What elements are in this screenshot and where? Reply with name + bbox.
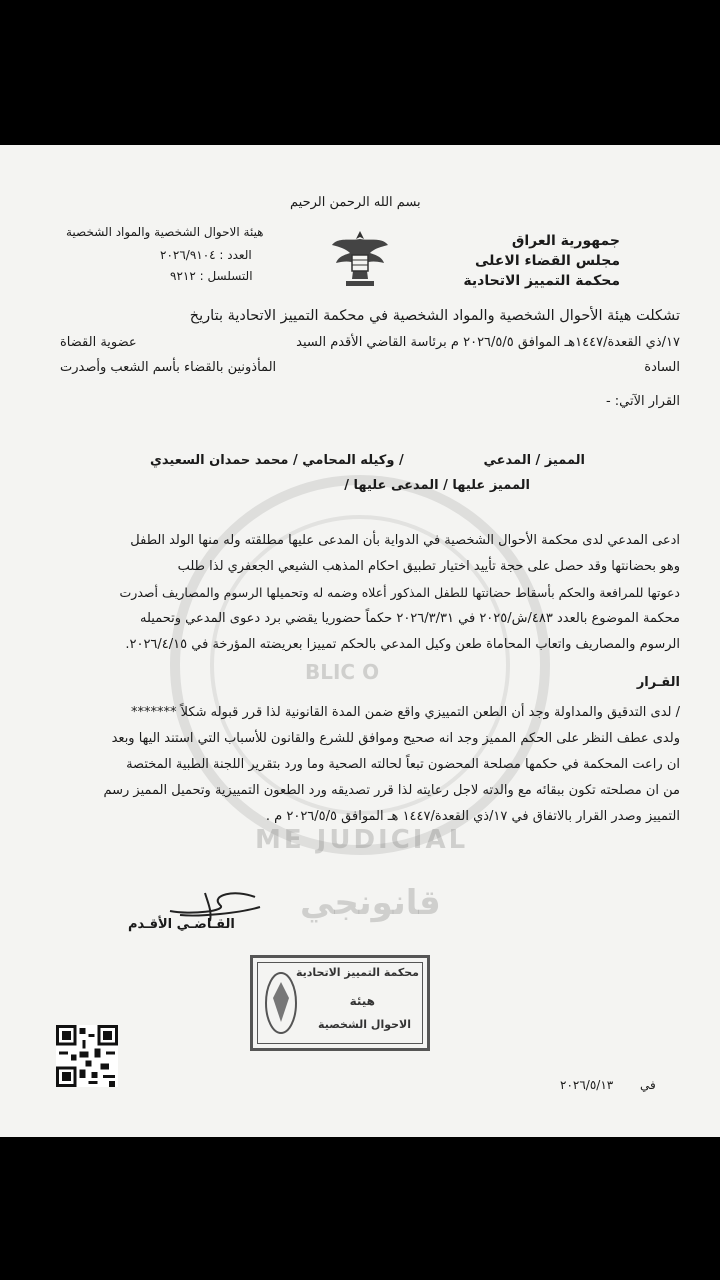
header-number: العدد : ٢٠٢٦/٩١٠٤ <box>160 248 252 262</box>
header-court: محكمة التمييز الاتحادية <box>463 273 620 289</box>
claim-line-1: ادعى المدعي لدى محكمة الأحوال الشخصية في الدواية بأن المدعى عليها مطلقته وله منها الولد الطفل <box>130 533 680 548</box>
party-appellant-lawyer: / وكيله المحامي / محمد حمدان السعيدي <box>150 453 404 468</box>
qr-code-icon <box>56 1025 118 1087</box>
header-serial: التسلسل : ٩٢١٢ <box>170 269 253 283</box>
body-line-4: المأذونين بالقضاء بأسم الشعب وأصدرت <box>60 360 277 375</box>
stamp-line-2: هيئة <box>349 994 375 1008</box>
claim-line-5: الرسوم والمصاريف واتعاب المحاماة طعن وكيل المدعي بالحكم تمييزا بعريضته المؤرخة في ٢٠٢٦/٤/١٥. <box>125 637 680 652</box>
footer-date-label: في <box>640 1078 656 1092</box>
watermark-latin-text: BLIC O <box>305 660 380 684</box>
stamp-line-1: محكمة التمييز الاتحادية <box>295 966 419 979</box>
body-line-2: ١٧/ذي القعدة/١٤٤٧هـ الموافق ٢٠٢٦/٥/٥ م برئاسة القاضي الأقدم السيد <box>296 335 680 350</box>
header-council: مجلس القضاء الاعلى <box>474 253 620 269</box>
footer-date: ٢٠٢٦/٥/١٣ <box>560 1078 614 1092</box>
decision-line-2: ولدى عطف النظر على الحكم المميز وجد انه صحيح وموافق للشرع والقانون للأسباب التي استند اليها وبعد <box>111 731 680 746</box>
body-line-3: السادة <box>644 360 680 375</box>
body-line-5: القرار الآتي: - <box>605 394 680 409</box>
party-respondent: المميز عليها / المدعى عليها / <box>344 478 530 493</box>
decision-line-4: من ان مصلحته تكون ببقائه مع والدته لاجل رعايته لذا قرر تصديقه ورد الطعون التمييزية وتحميل المميز رسم <box>103 783 680 798</box>
iraq-eagle-emblem-icon <box>330 227 390 289</box>
decision-heading: القـرار <box>636 675 680 690</box>
party-appellant: المميز / المدعي <box>483 453 585 468</box>
claim-line-2: وهو بحضانتها وقد حصل على حجة تأييد اختيار تطبيق احكام المذهب الشيعي الجعفري لذا طلب <box>177 559 680 574</box>
decision-line-5: التمييز وصدر القرار بالاتفاق في ١٧/ذي القعدة/١٤٤٧ هـ الموافق ٢٠٢٦/٥/٥ م . <box>265 809 680 824</box>
document-page <box>0 145 720 1137</box>
header-panel-name: هيئة الاحوال الشخصية والمواد الشخصية <box>66 225 264 239</box>
header-country: جمهورية العراق <box>511 233 620 249</box>
stamp-line-3: الاحوال الشخصية <box>318 1018 411 1031</box>
signature-title: القـاضـي الأقـدم <box>128 917 235 932</box>
claim-line-3: دعوتها للمرافعة والحكم بأسقاط حضانتها للطفل المذكور أعلاه وضمه له وتحميلها الرسوم والمصاريف أصدرت <box>119 585 680 600</box>
claim-line-4: محكمة الموضوع بالعدد ٤٨٣/ش/٢٠٢٥ في ٢٠٢٦/٣/٣١ حكماً حضوريا يقضي برد دعوى المدعي وتحميله <box>140 611 680 626</box>
body-line-1: تشكلت هيئة الأحوال الشخصية والمواد الشخصية في محكمة التمييز الاتحادية بتاريخ <box>189 308 680 324</box>
body-line-2b: عضوية القضاة <box>60 335 137 350</box>
decision-line-1: / لدى التدقيق والمداولة وجد أن الطعن التمييزي واقع ضمن المدة القانونية لذا قرر قبوله شكلاً ******* <box>131 705 680 720</box>
decision-line-3: ان راعت المحكمة في حكمها مصلحة المحضون تبعاً لحالته الصحية وما ورد بتقرير اللجنة الطبية المختصة <box>126 757 680 772</box>
court-stamp <box>250 955 430 1051</box>
stamp-emblem-icon <box>263 970 299 1036</box>
watermark-judicial-text: ME JUDICIAL <box>255 825 469 855</box>
basmala: بسم الله الرحمن الرحيم <box>290 195 421 210</box>
watermark-brand-text: قانونجي <box>300 883 441 923</box>
